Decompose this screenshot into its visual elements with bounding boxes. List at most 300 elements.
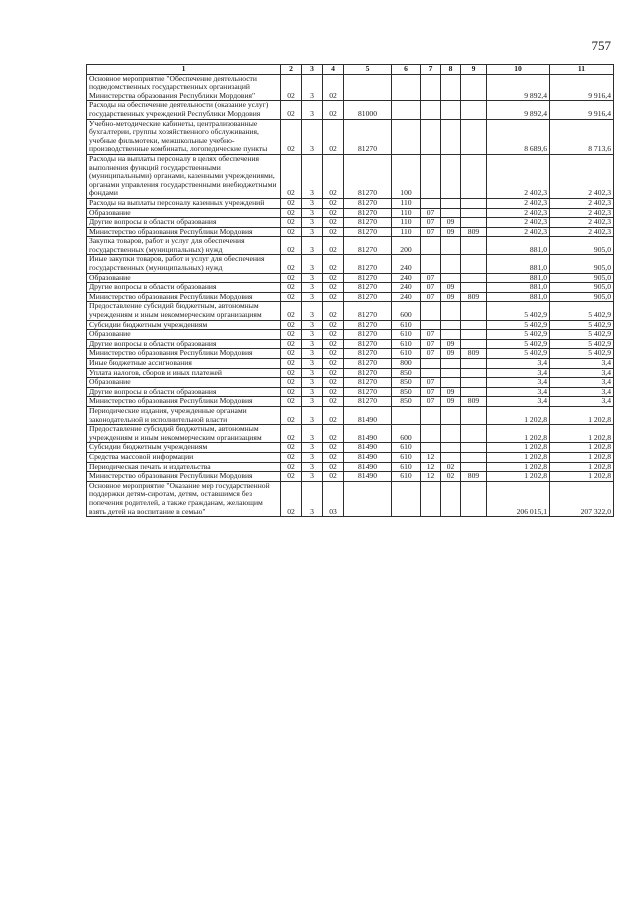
- code-section: 07: [421, 273, 441, 283]
- code-subprogram: 3: [302, 101, 323, 119]
- amount-year-2: 3,4: [550, 397, 614, 407]
- code-subsection: 09: [441, 397, 461, 407]
- table-row: [87, 292, 614, 302]
- code-subsection: 09: [441, 283, 461, 293]
- code-subsection: [441, 198, 461, 208]
- table-row: [87, 227, 614, 237]
- code-subsection: [441, 74, 461, 101]
- code-subsection: 09: [441, 387, 461, 397]
- code-direction: 81270: [344, 218, 392, 228]
- item-name: Министерство образования Республики Мордовия: [87, 292, 281, 302]
- code-ministry: [461, 101, 487, 119]
- table-row: [87, 481, 614, 516]
- code-expense-type: [392, 119, 421, 154]
- code-subprogram: 3: [302, 397, 323, 407]
- code-expense-type: 110: [392, 198, 421, 208]
- code-program: 02: [281, 368, 302, 378]
- item-name: Периодическая печать и издательства: [87, 462, 281, 472]
- column-header: 11: [550, 65, 614, 75]
- code-subsection: 02: [441, 472, 461, 482]
- table-body: [87, 65, 614, 517]
- code-subprogram: 3: [302, 237, 323, 255]
- code-ministry: 809: [461, 292, 487, 302]
- code-direction: 81270: [344, 349, 392, 359]
- amount-year-1: 9 892,4: [487, 74, 550, 101]
- table-row: [87, 472, 614, 482]
- table-row: [87, 198, 614, 208]
- item-name: Образование: [87, 208, 281, 218]
- code-program: 02: [281, 320, 302, 330]
- code-direction: 81270: [344, 368, 392, 378]
- code-program: 02: [281, 218, 302, 228]
- amount-year-1: 5 402,9: [487, 349, 550, 359]
- code-ministry: [461, 462, 487, 472]
- code-event: 02: [323, 227, 344, 237]
- code-ministry: [461, 320, 487, 330]
- table-row: [87, 101, 614, 119]
- table-row: [87, 359, 614, 369]
- column-header: 7: [421, 65, 441, 75]
- code-expense-type: 240: [392, 273, 421, 283]
- code-section: [421, 425, 441, 443]
- amount-year-1: 1 202,8: [487, 462, 550, 472]
- code-subsection: [441, 481, 461, 516]
- code-section: 07: [421, 339, 441, 349]
- table-row: [87, 339, 614, 349]
- amount-year-1: 2 402,3: [487, 208, 550, 218]
- amount-year-1: 881,0: [487, 255, 550, 273]
- code-ministry: [461, 387, 487, 397]
- item-name: Другие вопросы в области образования: [87, 283, 281, 293]
- table-row: [87, 208, 614, 218]
- column-header: 3: [302, 65, 323, 75]
- code-ministry: [461, 368, 487, 378]
- code-subsection: [441, 443, 461, 453]
- code-direction: 81270: [344, 320, 392, 330]
- code-subsection: 09: [441, 292, 461, 302]
- amount-year-2: 5 402,9: [550, 349, 614, 359]
- code-ministry: [461, 425, 487, 443]
- code-program: 02: [281, 101, 302, 119]
- code-program: 02: [281, 273, 302, 283]
- code-direction: 81270: [344, 397, 392, 407]
- code-direction: 81270: [344, 302, 392, 320]
- item-name: Министерство образования Республики Мордовия: [87, 349, 281, 359]
- amount-year-2: 905,0: [550, 292, 614, 302]
- amount-year-2: 2 402,3: [550, 208, 614, 218]
- code-expense-type: [392, 101, 421, 119]
- code-expense-type: 610: [392, 462, 421, 472]
- code-program: 02: [281, 330, 302, 340]
- code-program: 02: [281, 481, 302, 516]
- table-row: [87, 330, 614, 340]
- code-section: [421, 198, 441, 208]
- code-section: [421, 406, 441, 424]
- code-expense-type: 240: [392, 283, 421, 293]
- code-direction: 81270: [344, 255, 392, 273]
- code-program: 02: [281, 302, 302, 320]
- amount-year-1: 2 402,3: [487, 154, 550, 198]
- amount-year-1: 2 402,3: [487, 198, 550, 208]
- code-event: 02: [323, 359, 344, 369]
- code-direction: 81270: [344, 273, 392, 283]
- code-subsection: 09: [441, 227, 461, 237]
- table-row: [87, 368, 614, 378]
- code-expense-type: 110: [392, 218, 421, 228]
- code-event: 02: [323, 283, 344, 293]
- code-section: [421, 302, 441, 320]
- column-header: 2: [281, 65, 302, 75]
- code-subsection: [441, 425, 461, 443]
- table-header-row: [87, 65, 614, 75]
- code-subprogram: 3: [302, 339, 323, 349]
- code-subsection: 09: [441, 218, 461, 228]
- code-ministry: [461, 283, 487, 293]
- code-event: 02: [323, 339, 344, 349]
- code-subsection: [441, 119, 461, 154]
- amount-year-1: 2 402,3: [487, 218, 550, 228]
- amount-year-1: 881,0: [487, 273, 550, 283]
- code-expense-type: 800: [392, 359, 421, 369]
- table-row: [87, 237, 614, 255]
- code-subsection: [441, 452, 461, 462]
- amount-year-2: 905,0: [550, 237, 614, 255]
- item-name: Расходы на выплаты персоналу казенных учреждений: [87, 198, 281, 208]
- code-ministry: [461, 481, 487, 516]
- amount-year-1: 9 892,4: [487, 101, 550, 119]
- code-ministry: 809: [461, 472, 487, 482]
- code-expense-type: 610: [392, 349, 421, 359]
- code-section: [421, 255, 441, 273]
- item-name: Предоставление субсидий бюджетным, автономным учреждениям и иным некоммерческим организациям: [87, 425, 281, 443]
- amount-year-1: 881,0: [487, 237, 550, 255]
- amount-year-2: 5 402,9: [550, 320, 614, 330]
- code-ministry: [461, 273, 487, 283]
- code-direction: 81270: [344, 283, 392, 293]
- code-event: 02: [323, 237, 344, 255]
- amount-year-2: 5 402,9: [550, 339, 614, 349]
- code-section: 07: [421, 218, 441, 228]
- amount-year-1: 1 202,8: [487, 472, 550, 482]
- table-row: [87, 154, 614, 198]
- code-direction: 81490: [344, 425, 392, 443]
- code-event: 02: [323, 368, 344, 378]
- code-subprogram: 3: [302, 481, 323, 516]
- code-event: 02: [323, 387, 344, 397]
- code-expense-type: 200: [392, 237, 421, 255]
- code-subsection: [441, 237, 461, 255]
- code-subprogram: 3: [302, 330, 323, 340]
- amount-year-1: 8 689,6: [487, 119, 550, 154]
- item-name: Министерство образования Республики Мордовия: [87, 472, 281, 482]
- budget-table: [86, 64, 614, 517]
- amount-year-2: 2 402,3: [550, 154, 614, 198]
- code-subprogram: 3: [302, 368, 323, 378]
- amount-year-1: 3,4: [487, 387, 550, 397]
- code-program: 02: [281, 283, 302, 293]
- code-program: 02: [281, 339, 302, 349]
- code-subprogram: 3: [302, 292, 323, 302]
- code-program: 02: [281, 378, 302, 388]
- code-section: 07: [421, 283, 441, 293]
- column-header: 6: [392, 65, 421, 75]
- code-subsection: [441, 330, 461, 340]
- code-program: 02: [281, 227, 302, 237]
- code-event: 02: [323, 443, 344, 453]
- table-row: [87, 462, 614, 472]
- code-subprogram: 3: [302, 218, 323, 228]
- amount-year-2: 9 916,4: [550, 74, 614, 101]
- code-ministry: 809: [461, 227, 487, 237]
- code-direction: 81490: [344, 452, 392, 462]
- amount-year-1: 2 402,3: [487, 227, 550, 237]
- code-expense-type: 110: [392, 208, 421, 218]
- code-subprogram: 3: [302, 255, 323, 273]
- code-section: [421, 359, 441, 369]
- item-name: Основное мероприятие "Обеспечение деятельности подведомственных государственных организаций Министерства образования Республики Мордовия": [87, 74, 281, 101]
- page-number: 757: [591, 38, 611, 53]
- code-section: [421, 74, 441, 101]
- table-row: [87, 378, 614, 388]
- code-expense-type: 610: [392, 443, 421, 453]
- code-direction: 81270: [344, 330, 392, 340]
- code-ministry: [461, 443, 487, 453]
- amount-year-2: 1 202,8: [550, 462, 614, 472]
- code-subprogram: 3: [302, 198, 323, 208]
- code-direction: 81270: [344, 198, 392, 208]
- code-event: 02: [323, 349, 344, 359]
- code-program: 02: [281, 397, 302, 407]
- item-name: Министерство образования Республики Мордовия: [87, 227, 281, 237]
- item-name: Образование: [87, 378, 281, 388]
- code-subsection: 09: [441, 339, 461, 349]
- code-section: 07: [421, 349, 441, 359]
- code-event: 02: [323, 255, 344, 273]
- amount-year-2: 1 202,8: [550, 443, 614, 453]
- code-direction: 81270: [344, 292, 392, 302]
- code-direction: 81490: [344, 462, 392, 472]
- code-subprogram: 3: [302, 462, 323, 472]
- code-direction: 81270: [344, 237, 392, 255]
- code-program: 02: [281, 154, 302, 198]
- table-row: [87, 283, 614, 293]
- amount-year-2: 3,4: [550, 359, 614, 369]
- code-expense-type: 610: [392, 339, 421, 349]
- code-ministry: 809: [461, 397, 487, 407]
- item-name: Субсидии бюджетным учреждениям: [87, 320, 281, 330]
- code-program: 02: [281, 406, 302, 424]
- code-subprogram: 3: [302, 208, 323, 218]
- code-section: 12: [421, 462, 441, 472]
- code-subsection: [441, 406, 461, 424]
- code-expense-type: 850: [392, 397, 421, 407]
- code-direction: 81270: [344, 154, 392, 198]
- code-section: 07: [421, 292, 441, 302]
- table-row: [87, 255, 614, 273]
- amount-year-1: 881,0: [487, 292, 550, 302]
- code-event: 02: [323, 218, 344, 228]
- code-event: 02: [323, 378, 344, 388]
- code-program: 02: [281, 74, 302, 101]
- code-expense-type: 110: [392, 227, 421, 237]
- amount-year-1: 881,0: [487, 283, 550, 293]
- amount-year-1: 3,4: [487, 397, 550, 407]
- amount-year-2: 3,4: [550, 387, 614, 397]
- amount-year-2: 5 402,9: [550, 330, 614, 340]
- item-name: Учебно-методические кабинеты, централизованные бухгалтерии, группы хозяйственного обслуживания, учебные фильмотеки, межшкольные учебно-производственные комбинаты, логопедические пункты: [87, 119, 281, 154]
- code-program: 02: [281, 443, 302, 453]
- table-row: [87, 425, 614, 443]
- code-program: 02: [281, 237, 302, 255]
- code-section: [421, 481, 441, 516]
- table-row: [87, 443, 614, 453]
- code-direction: 81000: [344, 101, 392, 119]
- item-name: Иные бюджетные ассигнования: [87, 359, 281, 369]
- code-program: 02: [281, 359, 302, 369]
- table-row: [87, 387, 614, 397]
- code-program: 02: [281, 255, 302, 273]
- code-expense-type: 600: [392, 302, 421, 320]
- code-event: 02: [323, 101, 344, 119]
- amount-year-2: 905,0: [550, 255, 614, 273]
- code-event: 02: [323, 198, 344, 208]
- code-expense-type: 240: [392, 292, 421, 302]
- amount-year-1: 3,4: [487, 378, 550, 388]
- code-expense-type: 100: [392, 154, 421, 198]
- code-subsection: [441, 255, 461, 273]
- code-section: 07: [421, 387, 441, 397]
- code-direction: 81270: [344, 387, 392, 397]
- code-section: 07: [421, 378, 441, 388]
- amount-year-1: 206 015,1: [487, 481, 550, 516]
- code-section: [421, 443, 441, 453]
- code-event: 02: [323, 452, 344, 462]
- amount-year-2: 905,0: [550, 273, 614, 283]
- code-expense-type: 850: [392, 368, 421, 378]
- code-subprogram: 3: [302, 154, 323, 198]
- code-expense-type: 610: [392, 452, 421, 462]
- item-name: Средства массовой информации: [87, 452, 281, 462]
- code-ministry: [461, 255, 487, 273]
- amount-year-2: 2 402,3: [550, 227, 614, 237]
- code-section: 07: [421, 330, 441, 340]
- code-subsection: 02: [441, 462, 461, 472]
- code-section: [421, 101, 441, 119]
- amount-year-2: 3,4: [550, 378, 614, 388]
- amount-year-2: 9 916,4: [550, 101, 614, 119]
- code-event: 02: [323, 119, 344, 154]
- code-program: 02: [281, 119, 302, 154]
- item-name: Уплата налогов, сборов и иных платежей: [87, 368, 281, 378]
- amount-year-2: 1 202,8: [550, 425, 614, 443]
- code-subprogram: 3: [302, 378, 323, 388]
- code-subsection: [441, 378, 461, 388]
- amount-year-2: 5 402,9: [550, 302, 614, 320]
- code-expense-type: [392, 74, 421, 101]
- code-program: 02: [281, 292, 302, 302]
- code-section: 07: [421, 227, 441, 237]
- code-ministry: [461, 330, 487, 340]
- code-ministry: [461, 218, 487, 228]
- code-expense-type: 850: [392, 378, 421, 388]
- code-expense-type: 600: [392, 425, 421, 443]
- amount-year-2: 905,0: [550, 283, 614, 293]
- amount-year-1: 5 402,9: [487, 330, 550, 340]
- code-ministry: 809: [461, 349, 487, 359]
- code-program: 02: [281, 472, 302, 482]
- column-header: 10: [487, 65, 550, 75]
- code-subprogram: 3: [302, 425, 323, 443]
- column-header: 5: [344, 65, 392, 75]
- code-direction: 81490: [344, 443, 392, 453]
- table-row: [87, 218, 614, 228]
- code-ministry: [461, 378, 487, 388]
- code-section: [421, 237, 441, 255]
- code-section: 07: [421, 208, 441, 218]
- code-program: 02: [281, 198, 302, 208]
- code-expense-type: 610: [392, 472, 421, 482]
- code-subprogram: 3: [302, 472, 323, 482]
- code-event: 02: [323, 462, 344, 472]
- code-program: 02: [281, 349, 302, 359]
- code-subsection: [441, 101, 461, 119]
- code-section: [421, 320, 441, 330]
- item-name: Субсидии бюджетным учреждениям: [87, 443, 281, 453]
- code-subprogram: 3: [302, 387, 323, 397]
- code-section: [421, 154, 441, 198]
- code-event: 02: [323, 292, 344, 302]
- item-name: Образование: [87, 330, 281, 340]
- amount-year-2: 1 202,8: [550, 406, 614, 424]
- code-event: 02: [323, 273, 344, 283]
- table-row: [87, 320, 614, 330]
- code-expense-type: [392, 406, 421, 424]
- item-name: Другие вопросы в области образования: [87, 218, 281, 228]
- code-ministry: [461, 339, 487, 349]
- code-ministry: [461, 359, 487, 369]
- code-program: 02: [281, 208, 302, 218]
- code-ministry: [461, 302, 487, 320]
- code-direction: 81270: [344, 359, 392, 369]
- code-ministry: [461, 406, 487, 424]
- amount-year-1: 3,4: [487, 359, 550, 369]
- code-subprogram: 3: [302, 119, 323, 154]
- code-subsection: [441, 359, 461, 369]
- code-event: 02: [323, 154, 344, 198]
- code-program: 02: [281, 462, 302, 472]
- table-row: [87, 302, 614, 320]
- code-event: 02: [323, 330, 344, 340]
- code-program: 02: [281, 452, 302, 462]
- code-expense-type: 240: [392, 255, 421, 273]
- amount-year-2: 2 402,3: [550, 198, 614, 208]
- amount-year-1: 5 402,9: [487, 302, 550, 320]
- code-section: 07: [421, 397, 441, 407]
- code-event: 02: [323, 74, 344, 101]
- item-name: Расходы на обеспечение деятельности (оказание услуг) государственных учреждений Республики Мордовия: [87, 101, 281, 119]
- table-row: [87, 406, 614, 424]
- item-name: Предоставление субсидий бюджетным, автономным учреждениям и иным некоммерческим организациям: [87, 302, 281, 320]
- code-ministry: [461, 237, 487, 255]
- code-ministry: [461, 452, 487, 462]
- code-event: 02: [323, 302, 344, 320]
- code-subsection: [441, 320, 461, 330]
- table-row: [87, 397, 614, 407]
- code-direction: 81490: [344, 406, 392, 424]
- code-subsection: [441, 154, 461, 198]
- item-name: Иные закупки товаров, работ и услуг для обеспечения государственных (муниципальных) нужд: [87, 255, 281, 273]
- table-row: [87, 452, 614, 462]
